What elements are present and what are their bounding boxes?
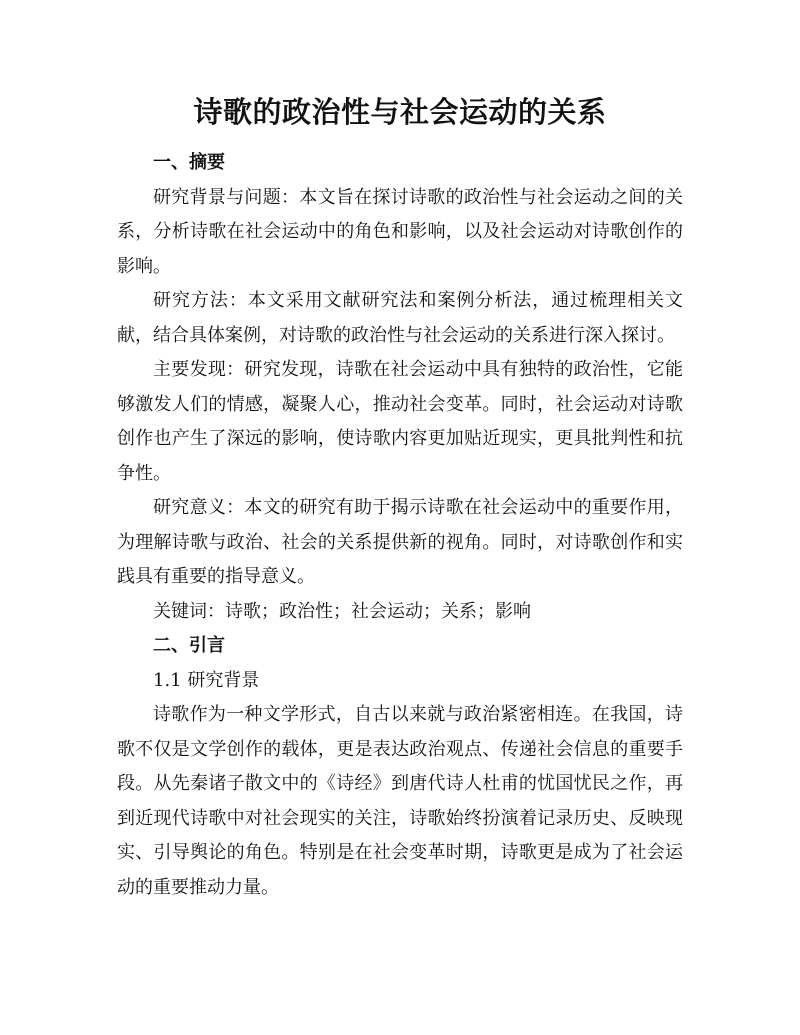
abstract-method-paragraph: 研究方法：本文采用文献研究法和案例分析法，通过梳理相关文献，结合具体案例，对诗歌的政治性与社会运动的关系进行深入探讨。 [117,290,683,346]
document-body [117,146,683,905]
abstract-findings-paragraph: 主要发现：研究发现，诗歌在社会运动中具有独特的政治性，它能够激发人们的情感，凝聚人心，推动社会变革。同时，社会运动对诗歌创作也产生了深远的影响，使诗歌内容更加贴近现实，更具批判性和抗争性。 [117,359,683,484]
section-heading-introduction: 二、引言 [153,635,225,656]
section-heading-abstract: 一、摘要 [153,152,225,173]
introduction-paragraph: 诗歌作为一种文学形式，自古以来就与政治紧密相连。在我国，诗歌不仅是文学创作的载体，更是表达政治观点、传递社会信息的重要手段。从先秦诸子散文中的《诗经》到唐代诗人杜甫的忧国忧民之作，再到近现代诗歌中对社会现实的关注，诗歌始终扮演着记录历史、反映现实、引导舆论的角色。特别是在社会变革时期，诗歌更是成为了社会运动的重要推动力量。 [117,704,683,898]
keywords-line: 关键词：诗歌；政治性；社会运动；关系；影响 [153,600,531,622]
document-title: 诗歌的政治性与社会运动的关系 [193,95,607,129]
abstract-significance-paragraph: 研究意义：本文的研究有助于揭示诗歌在社会运动中的重要作用，为理解诗歌与政治、社会的关系提供新的视角。同时，对诗歌创作和实践具有重要的指导意义。 [117,497,683,587]
subheading-research-background: 1.1 研究背景 [153,669,260,691]
abstract-background-paragraph: 研究背景与问题：本文旨在探讨诗歌的政治性与社会运动之间的关系，分析诗歌在社会运动中的角色和影响，以及社会运动对诗歌创作的影响。 [117,186,683,277]
